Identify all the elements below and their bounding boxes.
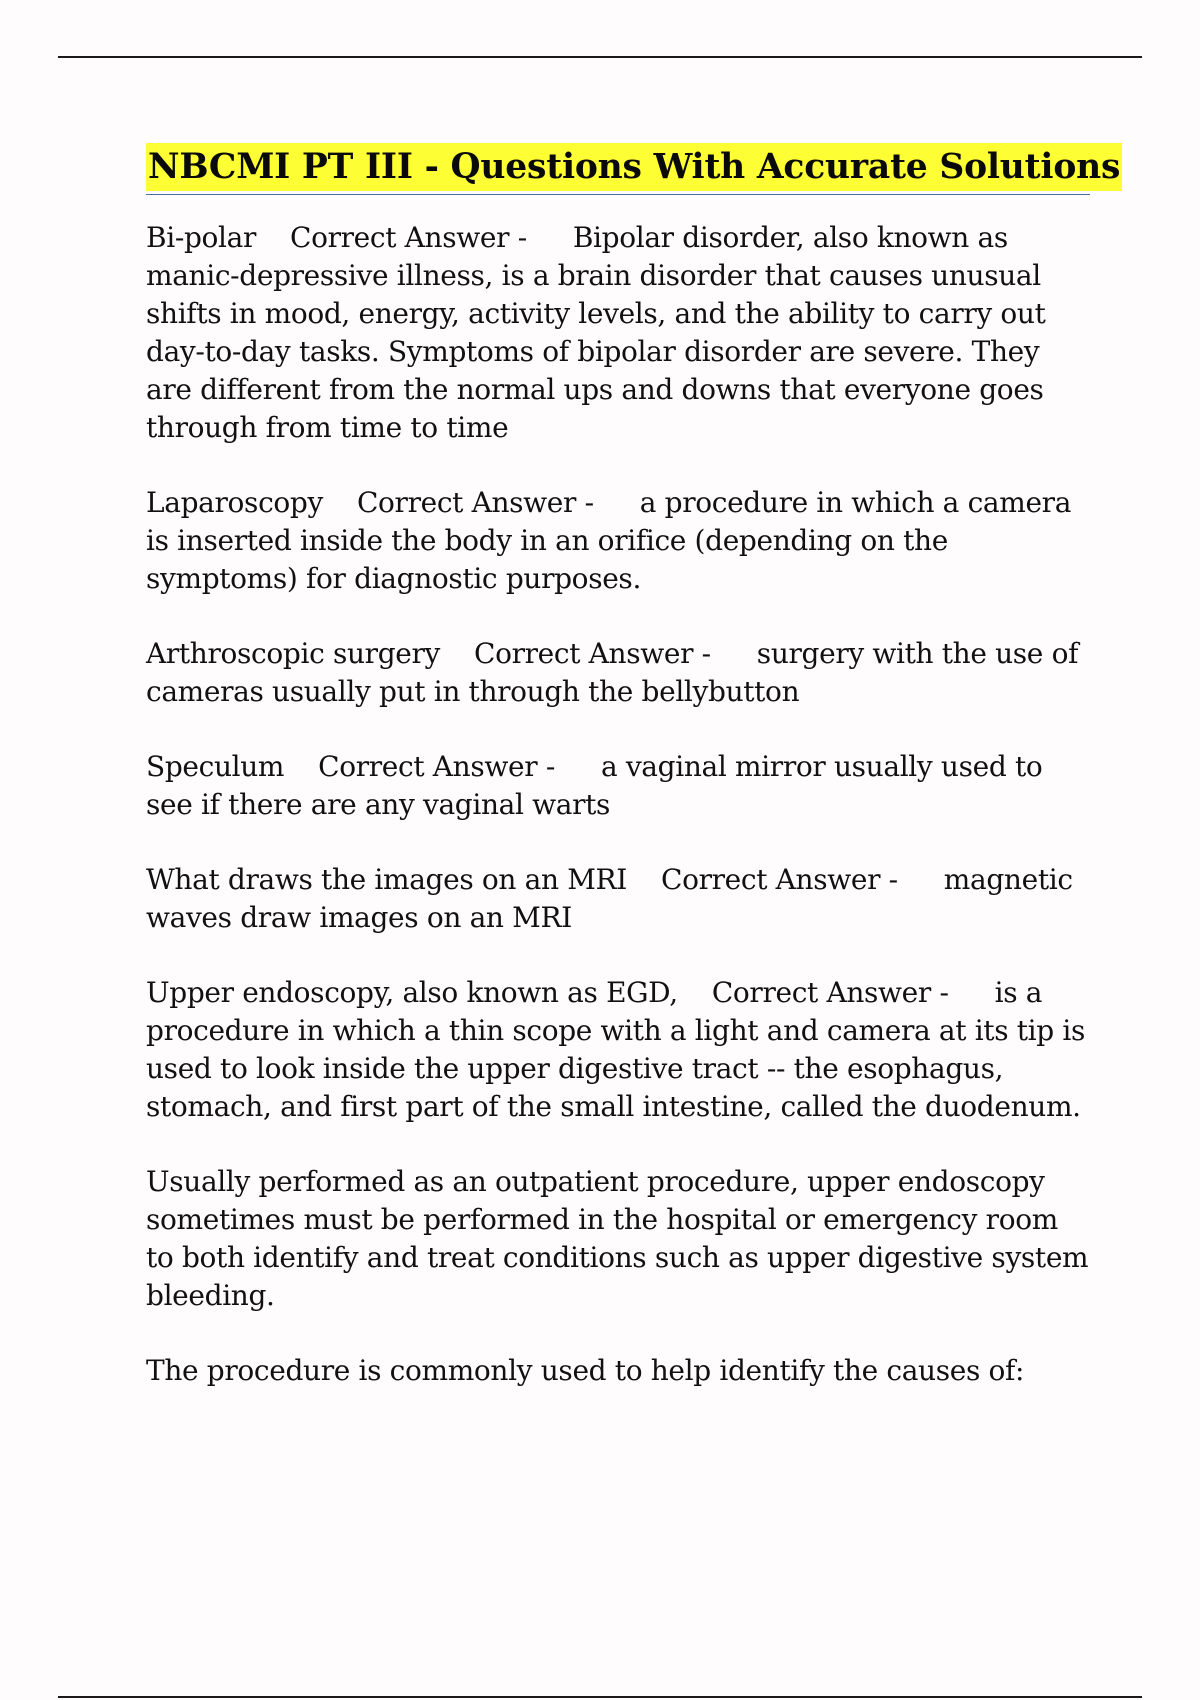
body-paragraph: The procedure is commonly used to help identify the causes of: [146,1354,1025,1387]
entry-term: Arthroscopic surgery [146,637,440,670]
entry-term: Laparoscopy [146,486,323,519]
bottom-rule [58,1696,1142,1698]
answer-label: Correct Answer [661,863,881,896]
entry-answer: is a procedure in which a thin scope with a light and camera at its tip is used to look inside the upper digestive tract -- the esophagus, stomach, and first part of the small intestine, called the duodenum. [146,976,1086,1123]
answer-dash: - [517,221,527,254]
qa-entry [146,748,1090,824]
qa-entry [146,484,1090,598]
document-body [146,143,1121,1427]
top-rule [58,56,1142,58]
answer-dash: - [701,637,711,670]
entry-answer: magnetic waves draw images on an MRI [146,863,1073,934]
answer-label: Correct Answer [356,486,577,519]
entry-answer: surgery with the use of cameras usually put in through the bellybutton [146,637,1079,708]
qa-entry [146,635,1090,711]
qa-entry [146,974,1090,1126]
answer-dash: - [584,486,594,519]
body-paragraph: Usually performed as an outpatient procedure, upper endoscopy sometimes must be performed in the hospital or emergency room to both identify and treat conditions such as upper digestive system bleeding. [146,1165,1089,1312]
answer-dash: - [888,863,898,896]
entry-term: What draws the images on an MRI [146,863,627,896]
answer-dash: - [545,750,555,783]
qa-entry [146,219,1090,447]
entry-answer: Bipolar disorder, also known as manic-depressive illness, is a brain disorder that causes unusual shifts in mood, energy, activity levels, and the ability to carry out day-to-day tasks. Symptoms of bipolar disorder are severe. They are different from the normal ups and downs that everyone goes through from time to time [146,221,1046,444]
answer-label: Correct Answer [711,976,931,1009]
answer-label: Correct Answer [474,637,694,670]
document-title: NBCMI PT III - Questions With Accurate Solutions [146,143,1122,191]
entry-answer: a vaginal mirror usually used to see if there are any vaginal warts [146,750,1043,821]
answer-dash: - [939,976,949,1009]
entry-term: Upper endoscopy, also known as EGD, [146,976,678,1009]
entry-term: Speculum [146,750,285,783]
title-block [146,143,1121,195]
entry-answer: a procedure in which a camera is inserted inside the body in an orifice (depending on the symptoms) for diagnostic purposes. [146,486,1072,595]
qa-entry [146,861,1090,937]
answer-label: Correct Answer [318,750,538,783]
entry-term: Bi-polar [146,221,257,254]
answer-label: Correct Answer [290,221,510,254]
